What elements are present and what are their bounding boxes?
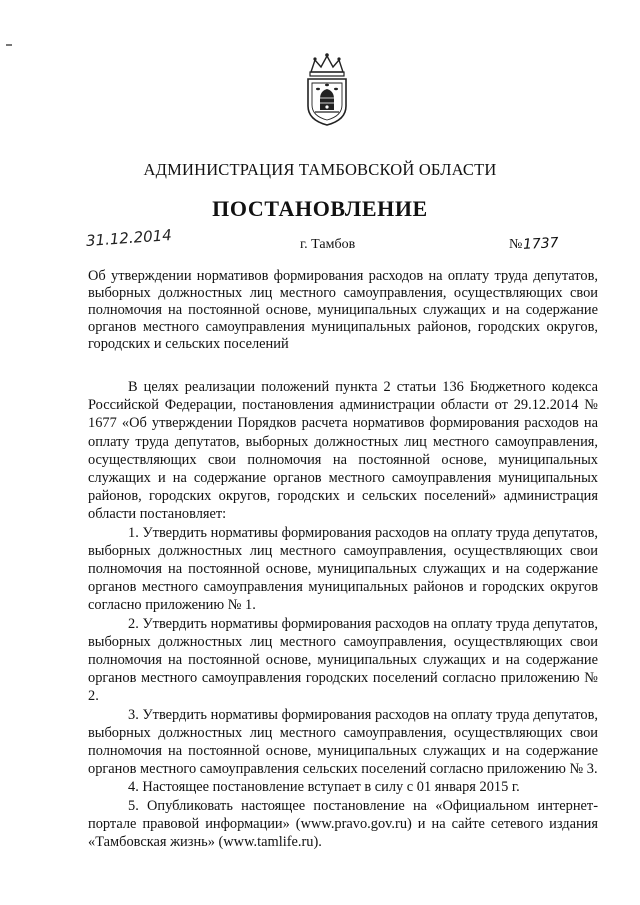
city-label: г. Тамбов xyxy=(300,237,356,252)
resolution-item-1: 1. Утвердить нормативы формирования расходов на оплату труда депутатов, выборных должностных лиц местного самоуправления, осуществляющих свои полномочия на постоянной основе, муниципальных служащих и на содержание органов местного самоуправления муниципальных районов и городских округов согласно приложению № 1. xyxy=(88,524,598,614)
organization-title: АДМИНИСТРАЦИЯ ТАМБОВСКОЙ ОБЛАСТИ xyxy=(143,160,497,179)
document-subject: Об утверждении нормативов формирования расходов на оплату труда депутатов, выборных должностных лиц местного самоуправления, осуществляющих свои полномочия на постоянной основе, муниципальных служащих и на содержание органов местного самоуправления муниципальных районов, городских округов, городских и сельских поселений xyxy=(88,268,598,352)
number-prefix: № xyxy=(509,237,523,252)
handwritten-number: 1737 xyxy=(522,235,560,253)
document-body xyxy=(88,378,598,851)
resolution-item-4: 4. Настоящее постановление вступает в силу с 01 января 2015 г. xyxy=(128,779,520,796)
preamble-paragraph: В целях реализации положений пункта 2 статьи 136 Бюджетного кодекса Российской Федерации, постановления администрации области от 29.12.2014 № 1677 «Об утверждении Порядков расчета нормативов формирования расходов на оплату труда депутатов, выборных должностных лиц местного самоуправления, осуществляющих свои полномочия на постоянной основе, муниципальных служащих и на содержание органов местного самоуправления муниципальных районов, городских округов, городских и сельских поселений» администрация области постановляет: xyxy=(88,379,598,523)
document-number xyxy=(509,236,559,253)
handwritten-date: 31.12.2014 xyxy=(85,226,173,250)
resolution-item-2: 2. Утвердить нормативы формирования расходов на оплату труда депутатов, выборных должностных лиц местного самоуправления, осуществляющих свои полномочия на постоянной основе, муниципальных служащих и на содержание органов местного самоуправления городских поселений согласно приложению № 2. xyxy=(88,615,598,705)
document-type-title: ПОСТАНОВЛЕНИЕ xyxy=(212,196,428,221)
resolution-item-3: 3. Утвердить нормативы формирования расходов на оплату труда депутатов, выборных должностных лиц местного самоуправления, осуществляющих свои полномочия на постоянной основе, муниципальных служащих и на содержание органов местного самоуправления сельских поселений согласно приложению № 3. xyxy=(88,706,598,778)
coat-of-arms-icon xyxy=(297,52,357,128)
scan-artifact xyxy=(6,44,12,46)
resolution-item-5: 5. Опубликовать настоящее постановление на «Официальном интернет-портале правовой информации» (www.pravo.gov.ru) и на сайте сетевого издания «Тамбовская жизнь» (www.tamlife.ru). xyxy=(88,797,598,851)
